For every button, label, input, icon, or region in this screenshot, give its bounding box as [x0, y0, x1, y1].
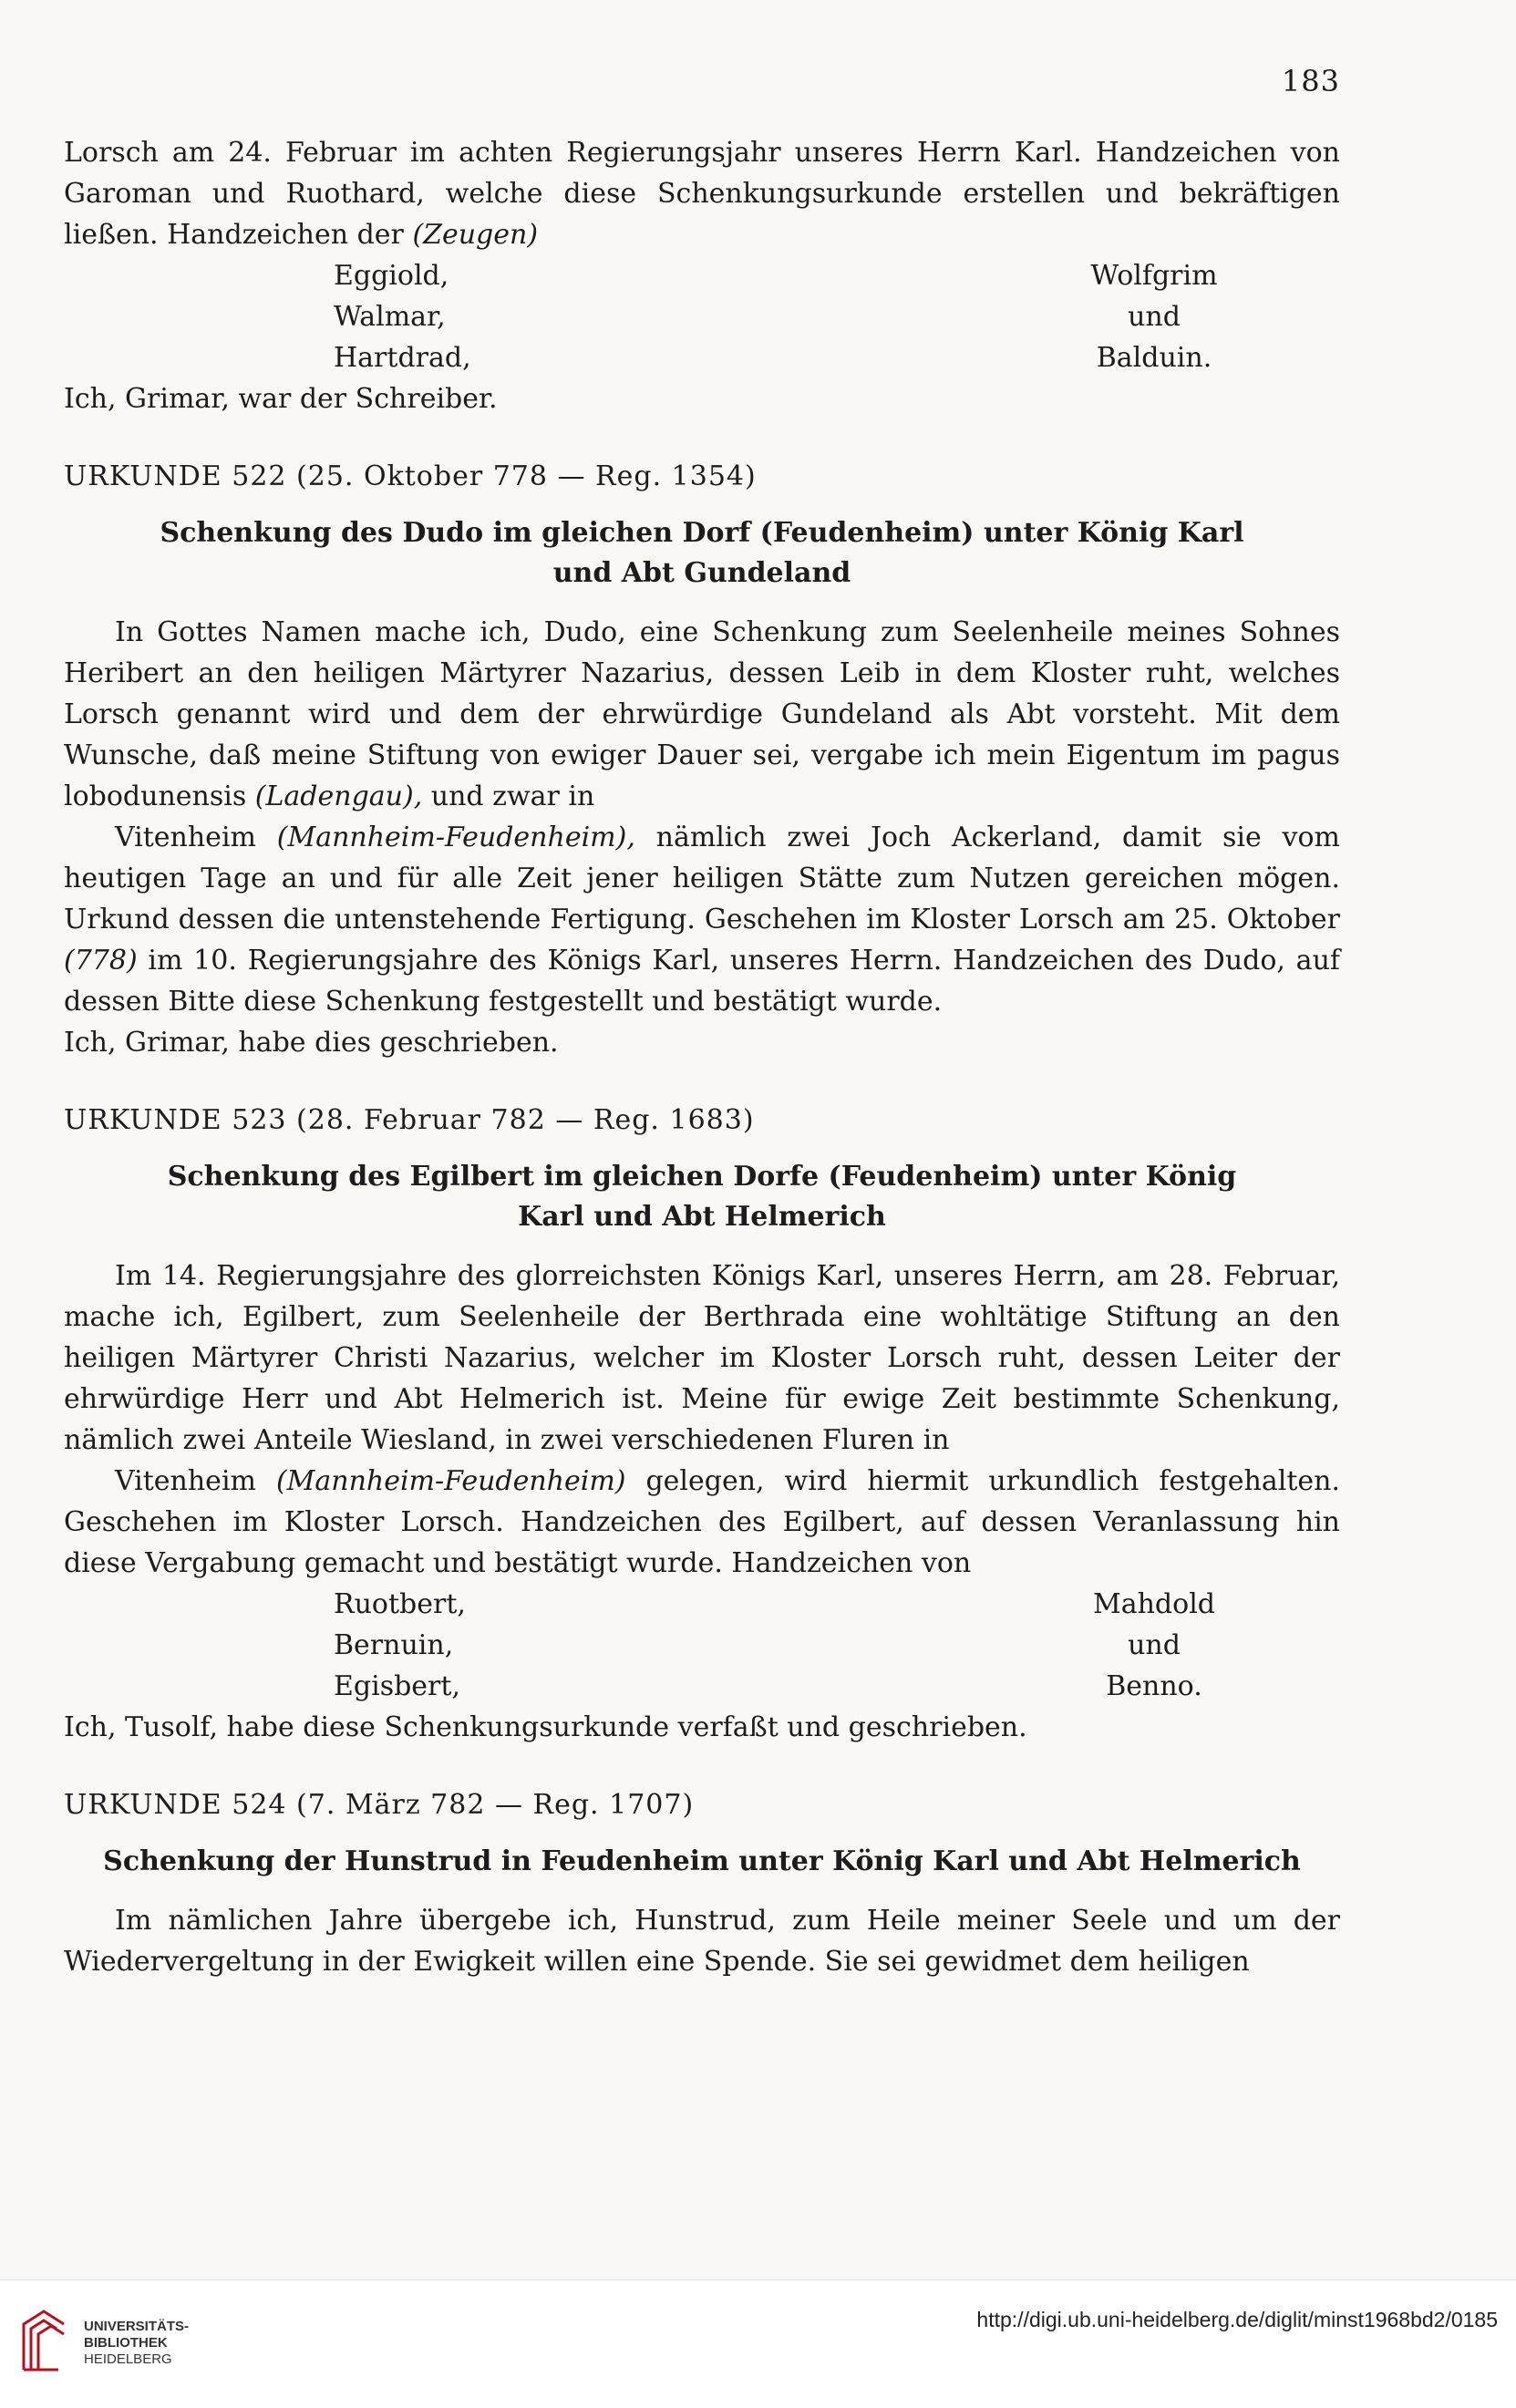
logo-strokes [24, 2311, 64, 2370]
text-run: nämlich zwei Joch Ackerland, damit sie vom heutigen Tage an und für alle Zeit jener heiligen Stätte zum Nutzen gereichen mögen. Urkund dessen die untenstehende Fertigung. Geschehen im Kloster Lorsch am 25. Oktober [64, 822, 1340, 935]
witness-left: Hartdrad, [334, 342, 471, 374]
text-run: im 10. Regierungsjahre des Königs Karl, unseres Herrn. Handzeichen des Dudo, auf dessen Bitte diese Schenkung festgestellt und bestätigt wurde. [64, 945, 1340, 1018]
urkunde-524-paragraph-1: Im nämlichen Jahre übergebe ich, Hunstrud, zum Heile meiner Seele und um der Wiedervergeltung in der Ewigkeit willen eine Spende. Sie sei gewidmet dem heiligen [64, 1905, 1340, 1978]
italic-run: (Ladengau), [254, 780, 423, 812]
urkunde-522-title [64, 513, 1340, 594]
intro-line-3 [64, 214, 1340, 255]
text-run: In Gottes Namen mache ich, Dudo, eine Schenkung zum Seelenheile meines Sohnes Heribert an den heiligen Märtyrer Nazarius, dessen Leib in dem Kloster ruht, welches Lorsch genannt wird und dem der ehrwürdige Gundeland als Abt vorsteht. Mit dem Wunsche, daß meine Stiftung von ewiger Dauer sei, vergabe ich mein Eigentum im pagus lobodunensis [64, 616, 1340, 812]
italic-run: (778) [64, 945, 138, 977]
intro-scribe: Ich, Grimar, war der Schreiber. [64, 383, 498, 415]
witness-right: und [1128, 1629, 1181, 1661]
document-body [64, 132, 1340, 1982]
text-run: gelegen, wird hiermit urkundlich festgehalten. Geschehen im Kloster Lorsch. Handzeichen des Egilbert, auf dessen Veranlassung hin diese Vergabung gemacht und bestätigt wurde. Handzeichen von [64, 1465, 1340, 1579]
witness-right: Balduin. [1096, 342, 1212, 374]
witness-left: Bernuin, [334, 1629, 454, 1661]
urkunde-522-paragraph-1 [64, 612, 1340, 817]
witness-list-1 [334, 255, 1245, 378]
witness-left: Ruotbert, [334, 1588, 466, 1620]
page-number: 183 [1281, 64, 1340, 98]
place-name: Vitenheim [115, 822, 256, 853]
witness-right: Mahdold [1093, 1588, 1215, 1620]
urkunde-524-heading: URKUNDE 524 (7. März 782 — Reg. 1707) [64, 1789, 695, 1821]
library-name-line-1: UNIVERSITÄTS- [84, 2319, 190, 2334]
witness-right: Wolfgrim [1090, 260, 1218, 292]
urkunde-524-title [64, 1842, 1340, 1882]
urkunde-523-title [64, 1157, 1340, 1237]
urkunde-523-title-line-1: Schenkung des Egilbert im gleichen Dorfe (Feudenheim) unter König [167, 1161, 1237, 1193]
text-run: und zwar in [430, 780, 595, 812]
witness-list-2 [334, 1584, 1245, 1707]
urkunde-523-title-line-2: Karl und Abt Helmerich [518, 1201, 886, 1233]
library-name-line-3: HEIDELBERG [84, 2351, 172, 2367]
witness-right: Benno. [1106, 1670, 1202, 1702]
urkunde-522-title-line-1: Schenkung des Dudo im gleichen Dorf (Feudenheim) unter König Karl [160, 517, 1244, 549]
library-name-line-2: BIBLIOTHEK [84, 2335, 168, 2351]
place-name: Vitenheim [115, 1465, 256, 1497]
urkunde-523-heading: URKUNDE 523 (28. Februar 782 — Reg. 1683) [64, 1104, 755, 1136]
italic-run: (Mannheim-Feudenheim) [275, 1465, 626, 1497]
witness-left: Walmar, [334, 301, 446, 333]
witness-left: Egisbert, [334, 1670, 460, 1702]
library-name[interactable] [84, 2319, 189, 2368]
intro-line-1: Lorsch am 24. Februar im achten Regierungsjahr unseres Herrn Karl. Handzeichen von [64, 137, 1340, 169]
urkunde-522-paragraph-2 [64, 817, 1340, 1022]
digitization-footer [0, 2279, 1516, 2408]
intro-line-3-text: ließen. Handzeichen der [64, 219, 404, 251]
urkunde-522-heading: URKUNDE 522 (25. Oktober 778 — Reg. 1354) [64, 460, 757, 492]
intro-line-2: Garoman und Ruothard, welche diese Schenkungsurkunde erstellen und bekräftigen [64, 178, 1340, 210]
source-url-link[interactable]: http://digi.ub.uni-heidelberg.de/diglit/minst1968bd2/0185 [976, 2308, 1498, 2331]
urkunde-523-scribe: Ich, Tusolf, habe diese Schenkungsurkunde verfaßt und geschrieben. [64, 1711, 1027, 1743]
urkunde-522-scribe: Ich, Grimar, habe dies geschrieben. [64, 1027, 559, 1059]
urkunde-522-title-line-2: und Abt Gundeland [552, 557, 851, 589]
witness-left: Eggiold, [334, 260, 449, 292]
urkunde-524-title-line-1: Schenkung der Hunstrud in Feudenheim unter König Karl und Abt Helmerich [103, 1845, 1301, 1877]
urkunde-523-paragraph-2 [64, 1461, 1340, 1584]
zeugen-label: (Zeugen) [412, 219, 539, 251]
witness-right: und [1128, 301, 1181, 333]
urkunde-523-paragraph-1: Im 14. Regierungsjahre des glorreichsten Königs Karl, unseres Herrn, am 28. Februar, mache ich, Egilbert, zum Seelenheile der Berthrada eine wohltätige Stiftung an den heiligen Märtyrer Christi Nazarius, welcher im Kloster Lorsch ruht, dessen Leiter der ehrwürdige Herr und Abt Helmerich ist. Meine für ewige Zeit bestimmte Schenkung, nämlich zwei Anteile Wiesland, in zwei verschiedenen Fluren in [64, 1260, 1340, 1456]
ub-heidelberg-logo-icon[interactable] [16, 2304, 71, 2377]
italic-run: (Mannheim-Feudenheim), [276, 822, 635, 853]
